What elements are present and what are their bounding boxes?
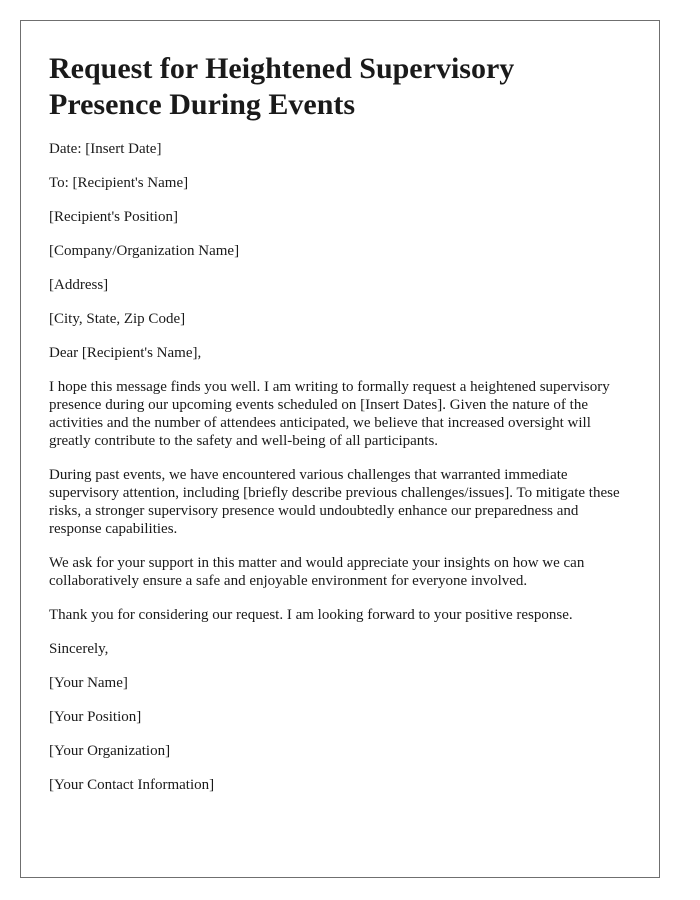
recipient-address: [Address] xyxy=(49,277,109,293)
body-paragraph-1: I hope this message finds you well. I am writing to formally request a heightened supervisory presence during our upcoming events scheduled on [Insert Dates]. Given the nature of the activities and the number of attendees anticipated, we believe that increased oversight will greatly contribute to the safety and well-being of all participants. xyxy=(49,379,610,449)
letter-title: Request for Heightened Supervisory Presence During Events xyxy=(49,52,515,121)
recipient-position: [Recipient's Position] xyxy=(49,209,178,225)
body-paragraph-2: During past events, we have encountered various challenges that warranted immediate supervisory attention, including [briefly describe previous challenges/issues]. To mitigate these risks, a stronger supervisory presence would undoubtedly enhance our preparedness and response capabilities. xyxy=(49,467,620,537)
date-line: Date: [Insert Date] xyxy=(49,141,162,157)
body-paragraph-3: We ask for your support in this matter and would appreciate your insights on how we can collaboratively ensure a safe and enjoyable environment for everyone involved. xyxy=(49,555,585,589)
sender-organization: [Your Organization] xyxy=(49,743,171,759)
recipient-organization: [Company/Organization Name] xyxy=(49,243,240,259)
sender-contact: [Your Contact Information] xyxy=(49,777,215,793)
closing: Sincerely, xyxy=(49,641,109,657)
letter-page xyxy=(20,20,660,878)
letter-content xyxy=(49,51,629,810)
salutation: Dear [Recipient's Name], xyxy=(49,345,202,361)
recipient-city-state-zip: [City, State, Zip Code] xyxy=(49,311,186,327)
recipient-name: To: [Recipient's Name] xyxy=(49,175,189,191)
sender-position: [Your Position] xyxy=(49,709,142,725)
sender-name: [Your Name] xyxy=(49,675,128,691)
body-paragraph-4: Thank you for considering our request. I am looking forward to your positive response. xyxy=(49,607,573,623)
